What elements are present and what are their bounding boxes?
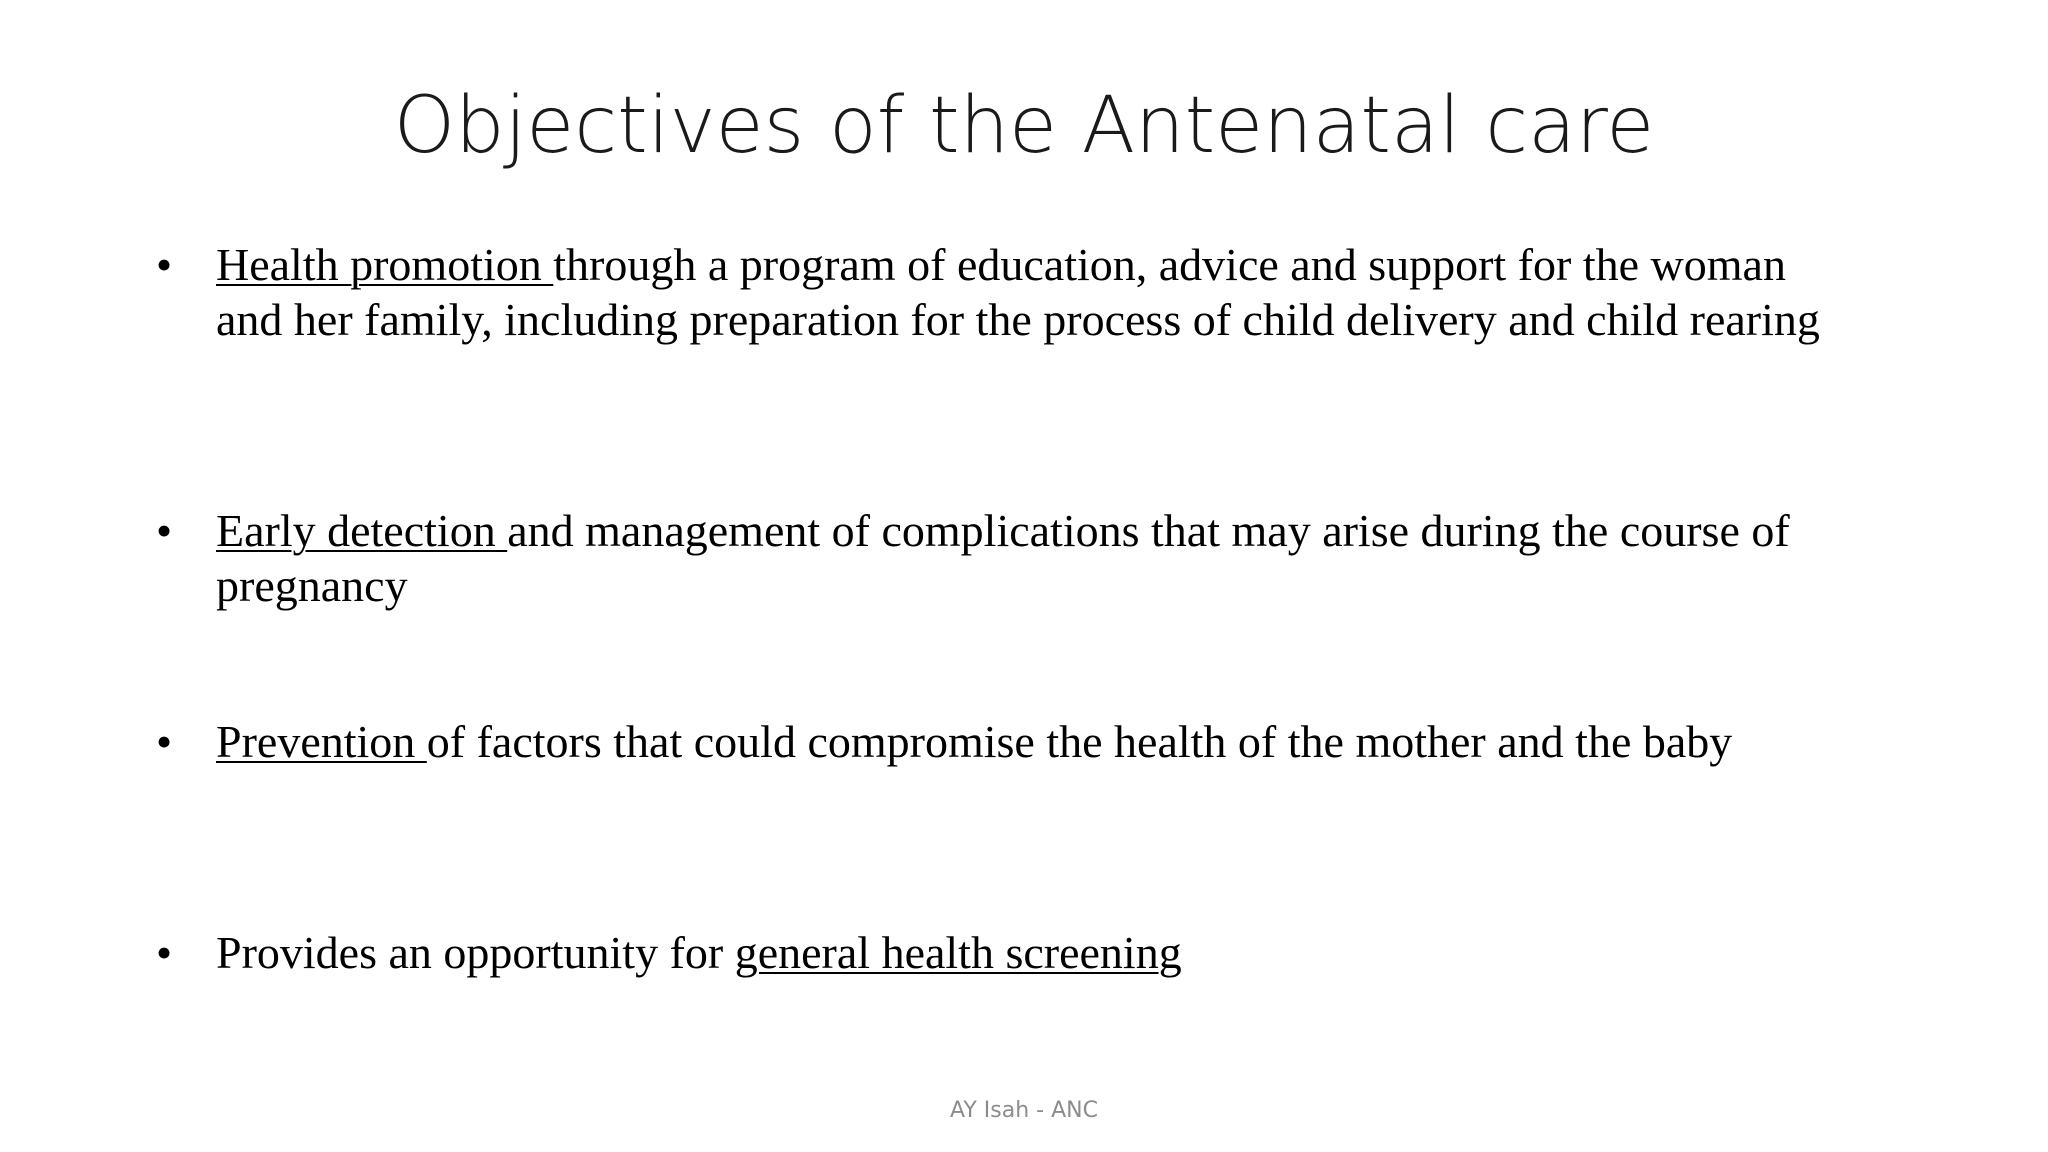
bullet-text: through a program of education, advice and support for the woman and her family, including preparation for the process of child delivery and child rearing xyxy=(216,239,1820,345)
bullet-underlined-term: general health screening xyxy=(734,927,1182,978)
bullet-dot-icon: • xyxy=(156,505,173,556)
bullet-underlined-term: Prevention xyxy=(216,716,427,767)
bullet-underlined-term: Health promotion xyxy=(216,239,554,290)
bullet-text: of factors that could compromise the health of the mother and the baby xyxy=(426,716,1733,767)
bullet-dot-icon: • xyxy=(156,239,173,290)
bullet-item-prevention xyxy=(156,714,1856,769)
bullet-dot-icon: • xyxy=(156,927,173,978)
bullet-item-health-promotion xyxy=(156,237,1856,347)
slide-footer: AY Isah - ANC xyxy=(950,1098,1098,1123)
bullet-item-early-detection xyxy=(156,503,1856,613)
bullet-item-health-screening xyxy=(156,925,1856,980)
bullet-text: and management of complications that may arise during the course of pregnancy xyxy=(216,505,1790,611)
bullet-dot-icon: • xyxy=(156,716,173,767)
slide-title: Objectives of the Antenatal care xyxy=(393,81,1655,171)
bullet-text: Provides an opportunity for xyxy=(216,927,735,978)
bullet-underlined-term: Early detection xyxy=(216,505,508,556)
